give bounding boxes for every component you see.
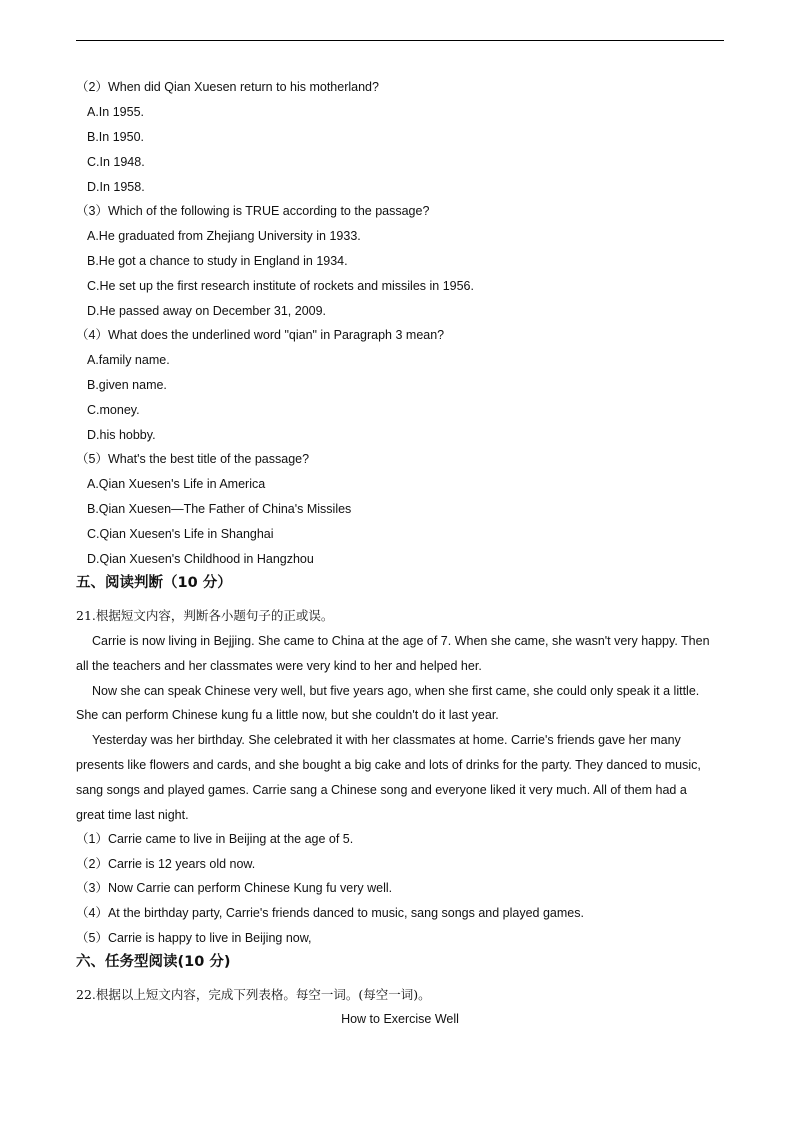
section-5-instruction: 21.根据短文内容，判断各小题句子的正或误。 — [76, 608, 334, 623]
question-5-option-d: D.Qian Xuesen's Childhood in Hangzhou — [87, 552, 314, 566]
question-4-option-a: A.family name. — [87, 353, 170, 367]
section-6-heading: 六、任务型阅读(10 分) — [76, 954, 231, 970]
question-3-option-d: D.He passed away on December 31, 2009. — [87, 304, 327, 318]
question-3-option-b: B.He got a chance to study in England in 1934. — [87, 254, 348, 268]
passage-line: Now she can speak Chinese very well, but five years ago, when she first came, she could only speak it a little. — [92, 684, 700, 698]
question-5-option-c: C.Qian Xuesen's Life in Shanghai — [87, 527, 274, 541]
passage-line: all the teachers and her classmates were very kind to her and helped her. — [76, 659, 482, 673]
question-4-option-c: C.money. — [87, 403, 140, 417]
question-2-option-d: D.In 1958. — [87, 180, 145, 194]
statement-5: （5）Carrie is happy to live in Beijing now, — [76, 931, 312, 945]
passage-line: Yesterday was her birthday. She celebrated it with her classmates at home. Carrie's friends gave her many — [92, 733, 681, 747]
question-3-stem: （3）Which of the following is TRUE according to the passage? — [76, 204, 430, 218]
passage-line: great time last night. — [76, 808, 189, 822]
question-5-option-b: B.Qian Xuesen—The Father of China's Missiles — [87, 502, 352, 516]
section-6-instruction: 22.根据以上短文内容，完成下列表格。每空一词。(每空一词)。 — [76, 987, 431, 1002]
question-5-stem: （5）What's the best title of the passage? — [76, 452, 310, 466]
question-5-option-a: A.Qian Xuesen's Life in America — [87, 477, 266, 491]
question-3-option-c: C.He set up the first research institute of rockets and missiles in 1956. — [87, 279, 474, 293]
statement-4: （4）At the birthday party, Carrie's friends danced to music, sang songs and played games. — [76, 906, 584, 920]
section-5-heading: 五、阅读判断（10 分） — [76, 575, 232, 591]
question-2-option-c: C.In 1948. — [87, 155, 145, 169]
header-rule — [76, 40, 724, 41]
question-4-option-d: D.his hobby. — [87, 428, 156, 442]
statement-1: （1）Carrie came to live in Beijing at the age of 5. — [76, 832, 354, 846]
passage-line: Carrie is now living in Bejjing. She came to China at the age of 7. When she came, she wasn't very happy. Then — [92, 634, 710, 648]
statement-3: （3）Now Carrie can perform Chinese Kung fu very well. — [76, 881, 393, 895]
question-2-option-b: B.In 1950. — [87, 130, 144, 144]
question-2-option-a: A.In 1955. — [87, 105, 144, 119]
question-4-option-b: B.given name. — [87, 378, 167, 392]
passage-line: She can perform Chinese kung fu a little now, but she couldn't do it last year. — [76, 708, 499, 722]
question-4-stem: （4）What does the underlined word "qian" in Paragraph 3 mean? — [76, 328, 445, 342]
question-2-stem: （2）When did Qian Xuesen return to his motherland? — [76, 80, 379, 94]
statement-2: （2）Carrie is 12 years old now. — [76, 857, 256, 871]
passage-line: sang songs and played games. Carrie sang a Chinese song and everyone liked it very much. All of them had a — [76, 783, 687, 797]
passage-line: presents like flowers and cards, and she bought a big cake and lots of drinks for the party. They danced to music, — [76, 758, 701, 772]
table-title: How to Exercise Well — [341, 1012, 459, 1026]
question-3-option-a: A.He graduated from Zhejiang University in 1933. — [87, 229, 361, 243]
